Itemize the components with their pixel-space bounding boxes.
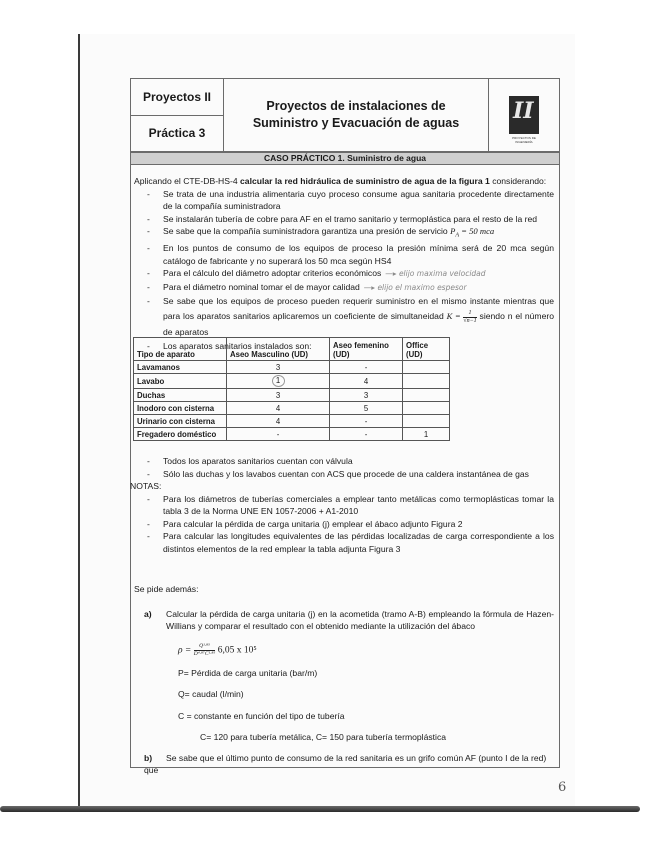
fixtures-table xyxy=(133,337,450,441)
notes-list xyxy=(134,493,554,556)
definition-c: C = constante en función del tipo de tubería xyxy=(178,710,345,721)
list-item: - Se instalarán tubería de cobre para AF en el tramo sanitario y termoplástica para el resto de la red xyxy=(134,213,554,226)
list-item: - En los puntos de consumo de los equipos de proceso la presión mínima será de 20 mca según catálogo de fabricante y no superará los 50 mca según HS4 xyxy=(134,242,554,267)
definition-q: Q= caudal (l/min) xyxy=(178,689,244,699)
logo-icon: II PROYECTOS DE INGENIERÍA xyxy=(509,96,539,134)
list-item: - Para los diámetros de tuberías comerciales a emplear tanto metálicas como termoplásticas tomar la tabla 3 de la Norma UNE EN 1057-2006 + A1-2010 xyxy=(134,493,554,518)
document-title: Proyectos de instalaciones de Suministro y Evacuación de aguas xyxy=(224,79,489,151)
pressure-formula: $P_A = 50$ mca xyxy=(450,226,495,239)
page-edge-shadow xyxy=(0,806,640,812)
definition-p: P= Pérdida de carga unitaria (bar/m) xyxy=(178,667,318,678)
document-header xyxy=(130,78,560,152)
practice-number: Práctica 3 xyxy=(148,126,206,141)
table-row: Fregadero doméstico - - 1 xyxy=(134,428,450,441)
list-item: - Se trata de una industria alimentaria cuyo proceso consume agua sanitaria procedente directamente de la compañía suministradora xyxy=(134,188,554,213)
ask-b: b) Se sabe que el último punto de consumo de la red sanitaria es un grifo común AF (punto I de la red) que xyxy=(144,752,547,775)
asks-section xyxy=(134,583,554,777)
case-title: CASO PRÁCTICO 1. Suministro de agua xyxy=(130,152,560,165)
after-table-section xyxy=(130,455,554,555)
table-row: Urinario con cisterna 4 - xyxy=(134,415,450,428)
list-item: - Para calcular las longitudes equivalentes de las pérdidas localizadas de carga correspondiente a los distintos elementos de la red emplear la tabla adjunta Figura 3 xyxy=(134,530,554,555)
handwritten-note: —▸ elijo maxima velocidad xyxy=(385,269,486,279)
table-row: Lavabo 1 4 xyxy=(134,374,450,389)
list-item: - Se sabe que los equipos de proceso pueden requerir suministro en el mismo instante mientras que para los aparatos sanitarios aplicaremos un coeficiente de simultaneidad K = $\frac{1}{√n-1}$ siendo n el número de aparatos xyxy=(134,294,554,340)
list-item: - Para calcular la pérdida de carga unitaria (j) emplear el ábaco adjunto Figura 2 xyxy=(134,518,554,531)
list-item: - Se sabe que la compañía suministradora garantiza una presión de servicio $P_A = 50$ mca xyxy=(134,225,554,242)
c-values: C= 120 para tubería metálica, C= 150 para tubería termoplástica xyxy=(200,732,447,742)
logo-caption: PROYECTOS DE INGENIERÍA xyxy=(512,136,536,144)
list-item: - Para el diámetro nominal tomar el de mayor calidad —▸ elijo el maximo espesor xyxy=(134,281,554,295)
intro-section xyxy=(134,175,554,352)
handwritten-note: —▸ elijo el maximo espesor xyxy=(363,282,467,292)
course-name: Proyectos II xyxy=(131,79,223,116)
asks-label: Se pide además: xyxy=(134,584,199,594)
table-row: Inodoro con cisterna 4 5 xyxy=(134,402,450,415)
list-item: - Todos los aparatos sanitarios cuentan con válvula xyxy=(134,455,554,468)
list-item: - Los aparatos sanitarios instalados son: xyxy=(134,340,554,353)
requirements-list xyxy=(134,188,554,353)
intro-lead-bold: calcular la red hidráulica de suministro de agua de la figura 1 xyxy=(240,176,490,186)
handwritten-circle: 1 xyxy=(272,375,285,387)
page-number: 6 xyxy=(558,780,567,795)
table-row: Duchas 3 3 xyxy=(134,389,450,402)
table-row: Lavamanos 3 - xyxy=(134,361,450,374)
list-item: - Para el cálculo del diámetro adoptar criterios económicos —▸ elijo maxima velocidad xyxy=(134,267,554,281)
ask-a: a) Calcular la pérdida de carga unitaria (j) en la acometida (tramo A-B) empleando la fórmula de Hazen-Willians y comparar el resultado con el obtenido mediante la utilización del ábaco xyxy=(144,608,554,631)
intro-lead: Aplicando el CTE-DB-HS-4 calcular la red hidráulica de suministro de agua de la figura 1 considerando: xyxy=(134,176,547,186)
list-item: - Sólo las duchas y los lavabos cuentan con ACS que procede de una caldera instantánea de gas xyxy=(134,468,554,481)
notes-label: NOTAS: xyxy=(130,481,162,491)
simultaneity-formula: K = $\frac{1}{√n-1}$ xyxy=(446,309,477,324)
table-header-row: Tipo de aparato Aseo Masculino (UD) Aseo femenino (UD) Office (UD) xyxy=(134,338,450,361)
hazen-williams-formula: ρ = $\frac{\text{Q¹·⁸⁵}}{\text{D⁴·⁸⁷C¹·⁸⁵}} 6,05$ x 10⁵ xyxy=(178,642,257,657)
